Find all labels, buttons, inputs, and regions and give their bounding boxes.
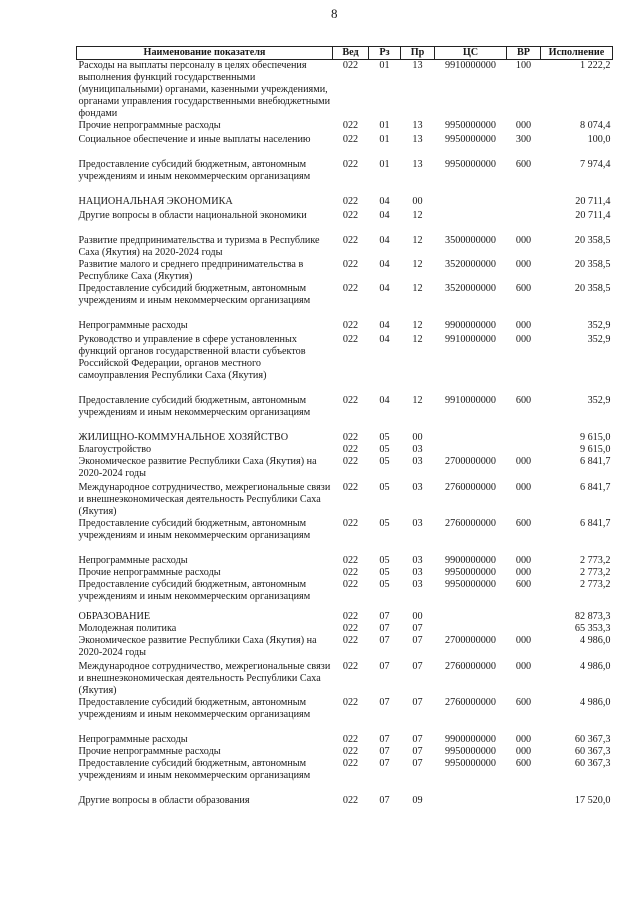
- table-row: [77, 635, 613, 659]
- row-name-cell: Экономическое развитие Республики Саха (Якутия) на 2020-2024 годы: [78, 635, 317, 658]
- row-name-cell: Другие вопросы в области национальной экономики: [78, 210, 307, 221]
- row-amount-cell: 60 367,3: [574, 734, 611, 745]
- row-vr-cell: 000: [515, 734, 532, 745]
- table-row: [77, 623, 613, 635]
- row-name-cell: Предоставление субсидий бюджетным, автономным учреждениям и иным некоммерческим организациям: [78, 395, 311, 418]
- row-vr-cell: 000: [515, 661, 532, 672]
- table-row: [77, 419, 613, 444]
- table-row: [77, 456, 613, 480]
- row-ved-cell: 022: [342, 555, 359, 566]
- row-amount-cell: 60 367,3: [574, 746, 611, 757]
- row-ved-cell: 022: [342, 734, 359, 745]
- table-row: [77, 782, 613, 807]
- row-rz-cell: 04: [379, 320, 390, 331]
- row-rz-cell: 05: [379, 482, 390, 493]
- row-vr-cell: 600: [515, 758, 532, 769]
- row-rz-cell: 04: [379, 334, 390, 345]
- row-rz-cell: 07: [379, 758, 390, 769]
- row-name-cell: Международное сотрудничество, межрегиональные связи и внешнеэкономическая деятельность Республики Саха (Якутия): [78, 482, 331, 517]
- row-ved-cell: 022: [342, 795, 359, 806]
- row-ved-cell: 022: [342, 444, 359, 455]
- row-pr-cell: 12: [412, 259, 423, 270]
- row-amount-cell: 20 358,5: [574, 235, 611, 246]
- row-amount-cell: 2 773,2: [579, 567, 611, 578]
- row-cs-cell: 9900000000: [445, 320, 496, 331]
- table-row: [77, 746, 613, 758]
- row-name-cell: Международное сотрудничество, межрегиональные связи и внешнеэкономическая деятельность Республики Саха (Якутия): [78, 661, 331, 696]
- table-row: [77, 332, 613, 382]
- row-name-cell: Другие вопросы в области образования: [78, 795, 250, 806]
- row-amount-cell: 352,9: [587, 395, 611, 406]
- row-rz-cell: 07: [379, 623, 390, 634]
- table-row: [77, 120, 613, 132]
- row-vr-cell: 600: [515, 395, 532, 406]
- table-row: [77, 603, 613, 623]
- page-number: 8: [331, 6, 338, 21]
- row-name-cell: Предоставление субсидий бюджетным, автономным учреждениям и иным некоммерческим организациям: [78, 758, 311, 781]
- table-row: [77, 758, 613, 782]
- row-cs-cell: [435, 208, 507, 222]
- row-pr-cell: 13: [412, 134, 423, 145]
- table-row: [77, 132, 613, 146]
- row-cs-cell: 9950000000: [445, 758, 496, 769]
- row-vr-cell: 000: [515, 259, 532, 270]
- row-name-cell: Расходы на выплаты персоналу в целях обеспечения выполнения функций государственными (муниципальными) органами, казенными учреждениями, органами управления государственными внебюджетными фондами: [78, 60, 331, 119]
- row-ved-cell: 022: [342, 579, 359, 590]
- row-cs-cell: 9910000000: [445, 60, 496, 71]
- row-cs-cell: 9950000000: [445, 159, 496, 170]
- row-rz-cell: 01: [379, 134, 390, 145]
- row-amount-cell: 9 615,0: [579, 444, 611, 455]
- row-ved-cell: 022: [342, 120, 359, 131]
- row-pr-cell: 00: [412, 432, 423, 443]
- row-name-cell: Прочие непрограммные расходы: [78, 567, 221, 578]
- row-cs-cell: 9910000000: [445, 395, 496, 406]
- row-cs-cell: [435, 782, 507, 807]
- table-row: [77, 518, 613, 542]
- row-pr-cell: 07: [412, 697, 423, 708]
- table-row: [77, 382, 613, 419]
- row-ved-cell: 022: [342, 746, 359, 757]
- row-pr-cell: 12: [412, 334, 423, 345]
- row-pr-cell: 00: [412, 611, 423, 622]
- row-cs-cell: 9950000000: [445, 746, 496, 757]
- row-vr-cell: [507, 623, 541, 635]
- row-rz-cell: 05: [379, 579, 390, 590]
- row-vr-cell: 000: [515, 482, 532, 493]
- row-ved-cell: 022: [342, 661, 359, 672]
- row-name-cell: Благоустройство: [78, 444, 152, 455]
- row-cs-cell: 2700000000: [445, 456, 496, 467]
- row-vr-cell: [507, 183, 541, 208]
- row-amount-cell: 65 353,3: [574, 623, 611, 634]
- row-amount-cell: 7 974,4: [579, 159, 611, 170]
- table-row: [77, 579, 613, 603]
- table-row: [77, 567, 613, 579]
- row-ved-cell: 022: [342, 283, 359, 294]
- row-pr-cell: 03: [412, 567, 423, 578]
- row-pr-cell: 13: [412, 120, 423, 131]
- row-cs-cell: 9900000000: [445, 734, 496, 745]
- row-amount-cell: 4 986,0: [579, 661, 611, 672]
- row-name-cell: Экономическое развитие Республики Саха (Якутия) на 2020-2024 годы: [78, 456, 317, 479]
- row-pr-cell: 07: [412, 623, 423, 634]
- row-name-cell: Предоставление субсидий бюджетным, автономным учреждениям и иным некоммерческим организациям: [78, 283, 311, 306]
- table-row: [77, 208, 613, 222]
- table-header: [77, 47, 613, 60]
- row-rz-cell: 07: [379, 734, 390, 745]
- table-row: [77, 480, 613, 518]
- table-row: [77, 222, 613, 259]
- row-vr-cell: 000: [515, 235, 532, 246]
- row-amount-cell: 6 841,7: [579, 482, 611, 493]
- row-pr-cell: 07: [412, 758, 423, 769]
- row-vr-cell: [507, 419, 541, 444]
- column-header-ved: Вед: [333, 47, 369, 60]
- row-pr-cell: 03: [412, 444, 423, 455]
- row-ved-cell: 022: [342, 60, 359, 71]
- row-vr-cell: 300: [515, 134, 532, 145]
- row-name-cell: Социальное обеспечение и иные выплаты населению: [78, 134, 311, 145]
- row-vr-cell: [507, 782, 541, 807]
- row-ved-cell: 022: [342, 334, 359, 345]
- row-name-cell: Молодежная политика: [78, 623, 177, 634]
- row-ved-cell: 022: [342, 635, 359, 646]
- row-rz-cell: 05: [379, 518, 390, 529]
- row-name-cell: Непрограммные расходы: [78, 734, 188, 745]
- row-amount-cell: 352,9: [587, 320, 611, 331]
- row-rz-cell: 04: [379, 235, 390, 246]
- row-vr-cell: 600: [515, 697, 532, 708]
- row-vr-cell: 600: [515, 159, 532, 170]
- row-name-cell: Развитие предпринимательства и туризма в Республике Саха (Якутия) на 2020-2024 годы: [78, 235, 320, 258]
- row-pr-cell: 07: [412, 635, 423, 646]
- row-rz-cell: 05: [379, 567, 390, 578]
- row-vr-cell: [507, 444, 541, 456]
- row-amount-cell: 2 773,2: [579, 555, 611, 566]
- row-cs-cell: 9950000000: [445, 134, 496, 145]
- row-rz-cell: 04: [379, 210, 390, 221]
- row-cs-cell: 9900000000: [445, 555, 496, 566]
- row-amount-cell: 4 986,0: [579, 635, 611, 646]
- row-ved-cell: 022: [342, 611, 359, 622]
- row-ved-cell: 022: [342, 259, 359, 270]
- row-name-cell: Прочие непрограммные расходы: [78, 746, 221, 757]
- row-pr-cell: 03: [412, 518, 423, 529]
- row-ved-cell: 022: [342, 395, 359, 406]
- row-pr-cell: 03: [412, 482, 423, 493]
- row-vr-cell: 000: [515, 555, 532, 566]
- row-amount-cell: 6 841,7: [579, 456, 611, 467]
- row-vr-cell: 000: [515, 320, 532, 331]
- row-amount-cell: 100,0: [587, 134, 611, 145]
- row-ved-cell: 022: [342, 210, 359, 221]
- row-cs-cell: 2760000000: [445, 518, 496, 529]
- row-pr-cell: 03: [412, 579, 423, 590]
- row-ved-cell: 022: [342, 320, 359, 331]
- row-name-cell: Непрограммные расходы: [78, 320, 188, 331]
- row-ved-cell: 022: [342, 196, 359, 207]
- row-cs-cell: 3520000000: [445, 283, 496, 294]
- row-vr-cell: 600: [515, 579, 532, 590]
- row-rz-cell: 01: [379, 159, 390, 170]
- row-pr-cell: 03: [412, 555, 423, 566]
- row-cs-cell: 9950000000: [445, 579, 496, 590]
- column-header-name: Наименование показателя: [77, 47, 333, 60]
- row-pr-cell: 12: [412, 395, 423, 406]
- row-ved-cell: 022: [342, 697, 359, 708]
- row-cs-cell: 2760000000: [445, 661, 496, 672]
- row-rz-cell: 07: [379, 661, 390, 672]
- row-pr-cell: 13: [412, 60, 423, 71]
- row-cs-cell: [435, 603, 507, 623]
- row-rz-cell: 01: [379, 60, 390, 71]
- column-header-execution: Исполнение: [541, 47, 613, 60]
- row-amount-cell: 1 222,2: [579, 60, 611, 71]
- row-name-cell: Предоставление субсидий бюджетным, автономным учреждениям и иным некоммерческим организациям: [78, 697, 311, 720]
- row-name-cell: Предоставление субсидий бюджетным, автономным учреждениям и иным некоммерческим организациям: [78, 159, 311, 182]
- row-rz-cell: 07: [379, 635, 390, 646]
- row-amount-cell: 352,9: [587, 334, 611, 345]
- row-rz-cell: 04: [379, 283, 390, 294]
- row-ved-cell: 022: [342, 134, 359, 145]
- row-name-cell: Развитие малого и среднего предпринимательства в Республике Саха (Якутия): [78, 259, 304, 282]
- table-row: [77, 283, 613, 307]
- row-name-cell: Предоставление субсидий бюджетным, автономным учреждениям и иным некоммерческим организациям: [78, 579, 311, 602]
- table-row: [77, 542, 613, 567]
- row-rz-cell: 04: [379, 259, 390, 270]
- row-cs-cell: [435, 183, 507, 208]
- row-name-cell: Непрограммные расходы: [78, 555, 188, 566]
- row-cs-cell: 9950000000: [445, 567, 496, 578]
- row-pr-cell: 07: [412, 746, 423, 757]
- row-pr-cell: 07: [412, 734, 423, 745]
- row-cs-cell: 2760000000: [445, 697, 496, 708]
- row-pr-cell: 09: [412, 795, 423, 806]
- row-cs-cell: 9950000000: [445, 120, 496, 131]
- table-body: [77, 60, 613, 808]
- row-rz-cell: 05: [379, 444, 390, 455]
- row-amount-cell: 8 074,4: [579, 120, 611, 131]
- row-cs-cell: 2760000000: [445, 482, 496, 493]
- row-name-cell: НАЦИОНАЛЬНАЯ ЭКОНОМИКА: [78, 196, 233, 207]
- row-name-cell: ЖИЛИЩНО-КОММУНАЛЬНОЕ ХОЗЯЙСТВО: [78, 432, 289, 443]
- row-cs-cell: 3500000000: [445, 235, 496, 246]
- table-row: [77, 146, 613, 183]
- row-vr-cell: 000: [515, 120, 532, 131]
- row-ved-cell: 022: [342, 623, 359, 634]
- row-vr-cell: 000: [515, 334, 532, 345]
- row-rz-cell: 07: [379, 611, 390, 622]
- row-amount-cell: 82 873,3: [574, 611, 611, 622]
- row-amount-cell: 6 841,7: [579, 518, 611, 529]
- table-row: [77, 721, 613, 746]
- row-vr-cell: [507, 603, 541, 623]
- row-vr-cell: 000: [515, 456, 532, 467]
- table-row: [77, 183, 613, 208]
- table-row: [77, 697, 613, 721]
- table-row: [77, 659, 613, 697]
- row-vr-cell: 000: [515, 635, 532, 646]
- row-name-cell: Прочие непрограммные расходы: [78, 120, 221, 131]
- row-amount-cell: 20 711,4: [575, 210, 611, 221]
- row-ved-cell: 022: [342, 567, 359, 578]
- row-pr-cell: 12: [412, 235, 423, 246]
- row-amount-cell: 2 773,2: [579, 579, 611, 590]
- row-vr-cell: [507, 208, 541, 222]
- row-ved-cell: 022: [342, 235, 359, 246]
- row-cs-cell: [435, 444, 507, 456]
- row-cs-cell: [435, 623, 507, 635]
- column-header-cs: ЦС: [435, 47, 507, 60]
- row-vr-cell: 600: [515, 283, 532, 294]
- row-pr-cell: 13: [412, 159, 423, 170]
- row-ved-cell: 022: [342, 159, 359, 170]
- row-pr-cell: 12: [412, 210, 423, 221]
- column-header-rz: Рз: [369, 47, 401, 60]
- row-vr-cell: 000: [515, 746, 532, 757]
- row-name-cell: ОБРАЗОВАНИЕ: [78, 611, 151, 622]
- row-amount-cell: 9 615,0: [579, 432, 611, 443]
- row-rz-cell: 04: [379, 395, 390, 406]
- row-vr-cell: 100: [515, 60, 532, 71]
- row-rz-cell: 07: [379, 795, 390, 806]
- row-amount-cell: 60 367,3: [574, 758, 611, 769]
- budget-execution-table: [76, 46, 613, 807]
- row-name-cell: Предоставление субсидий бюджетным, автономным учреждениям и иным некоммерческим организациям: [78, 518, 311, 541]
- row-name-cell: Руководство и управление в сфере установленных функций органов государственной власти субъектов Российской Федерации, органов местного самоуправления Республики Саха (Якутия): [78, 334, 306, 381]
- row-rz-cell: 05: [379, 456, 390, 467]
- row-ved-cell: 022: [342, 456, 359, 467]
- row-pr-cell: 12: [412, 283, 423, 294]
- row-ved-cell: 022: [342, 482, 359, 493]
- row-ved-cell: 022: [342, 518, 359, 529]
- row-ved-cell: 022: [342, 432, 359, 443]
- row-ved-cell: 022: [342, 758, 359, 769]
- row-amount-cell: 17 520,0: [574, 795, 611, 806]
- row-rz-cell: 05: [379, 555, 390, 566]
- row-pr-cell: 12: [412, 320, 423, 331]
- row-cs-cell: 3520000000: [445, 259, 496, 270]
- row-rz-cell: 05: [379, 432, 390, 443]
- row-amount-cell: 20 358,5: [574, 283, 611, 294]
- table-row: [77, 259, 613, 283]
- column-header-pr: Пр: [401, 47, 435, 60]
- row-cs-cell: 9910000000: [445, 334, 496, 345]
- row-amount-cell: 20 358,5: [574, 259, 611, 270]
- row-amount-cell: 4 986,0: [579, 697, 611, 708]
- row-cs-cell: [435, 419, 507, 444]
- table-row: [77, 307, 613, 332]
- row-pr-cell: 00: [412, 196, 423, 207]
- table-row: [77, 60, 613, 121]
- row-vr-cell: 600: [515, 518, 532, 529]
- row-rz-cell: 07: [379, 697, 390, 708]
- row-rz-cell: 04: [379, 196, 390, 207]
- row-rz-cell: 01: [379, 120, 390, 131]
- row-amount-cell: 20 711,4: [575, 196, 611, 207]
- table-row: [77, 444, 613, 456]
- column-header-vr: ВР: [507, 47, 541, 60]
- row-pr-cell: 07: [412, 661, 423, 672]
- row-pr-cell: 03: [412, 456, 423, 467]
- row-rz-cell: 07: [379, 746, 390, 757]
- row-cs-cell: 2700000000: [445, 635, 496, 646]
- row-vr-cell: 000: [515, 567, 532, 578]
